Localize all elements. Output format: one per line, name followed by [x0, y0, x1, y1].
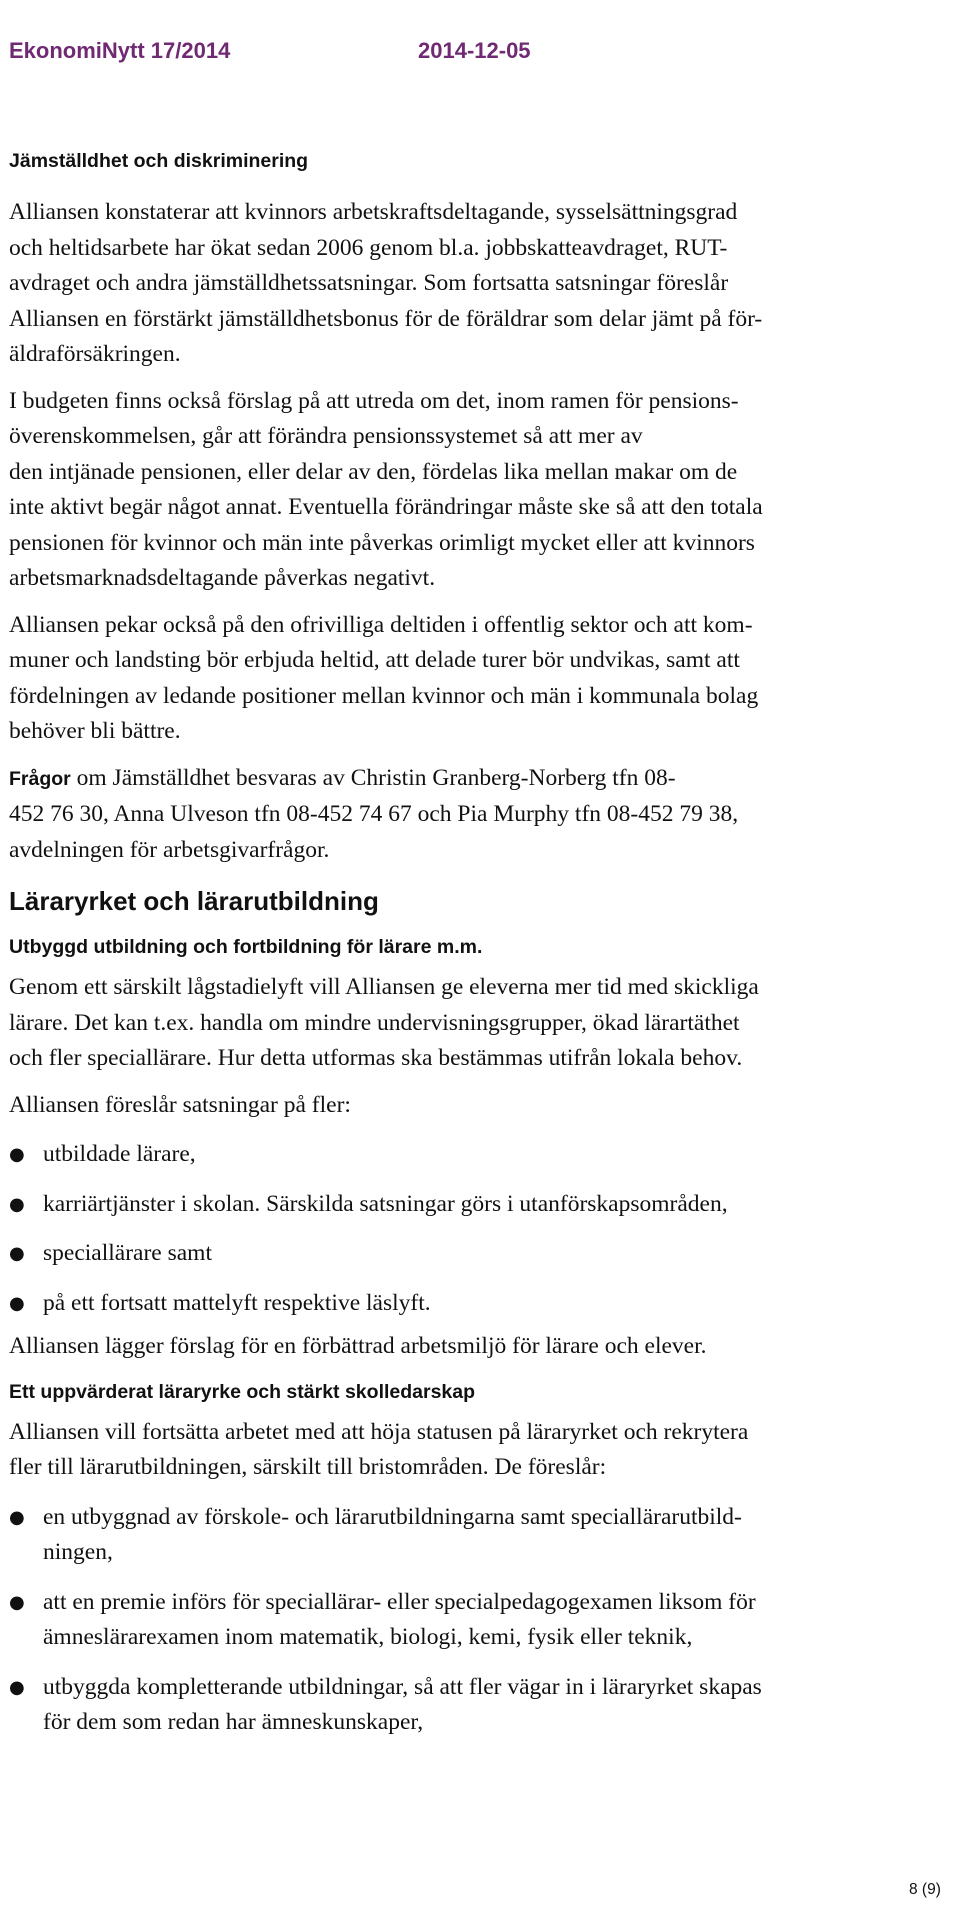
text-line: avdelningen för arbetsgivarfrågor. — [9, 836, 330, 863]
section-heading-lararyrket: Läraryrket och lärarutbildning — [9, 886, 379, 916]
paragraph-jamstalldhet-2 — [9, 384, 939, 597]
paragraph-jamstalldhet-1 — [9, 195, 939, 373]
bullet-text: en utbyggnad av förskole- och lärarutbildningarna samt speciallärarutbild- — [43, 1503, 742, 1530]
bullet-text: för dem som redan har ämneskunskaper, — [43, 1709, 424, 1735]
bullet-text: att en premie införs för speciallärar- eller specialpedagogexamen liksom för — [43, 1588, 756, 1615]
issue-date: 2014-12-05 — [418, 38, 531, 63]
bullet-icon: ● — [9, 1292, 25, 1314]
text-line: den intjänade pensionen, eller delar av den, fördelas lika mellan makar om de — [9, 458, 738, 485]
bullet-item — [9, 1187, 939, 1223]
bullet-icon: ● — [9, 1676, 25, 1698]
text-line: Alliansen pekar också på den ofrivilliga deltiden i offentlig sektor och att kom- — [9, 611, 753, 638]
bullet-icon: ● — [9, 1144, 25, 1165]
section-heading-jamstalldhet: Jämställdhet och diskriminering — [9, 150, 309, 172]
bullet-text: ämneslärarexamen inom matematik, biologi, kemi, fysik eller teknik, — [43, 1624, 693, 1650]
text-line: äldraförsäkringen. — [9, 341, 181, 367]
bullet-text: karriärtjänster i skolan. Särskilda satsningar görs i utanförskapsområden, — [43, 1190, 728, 1217]
paragraph-status-lararyrket — [9, 1415, 939, 1486]
paragraph-jamstalldhet-3 — [9, 608, 939, 750]
subheading-utbyggd-utbildning: Utbyggd utbildning och fortbildning för lärare m.m. — [9, 936, 483, 958]
text-line: inte aktivt begär något annat. Eventuella förändringar måste ske så att den totala — [9, 494, 763, 520]
paragraph-questions — [9, 761, 939, 869]
bullet-item — [9, 1585, 939, 1656]
text-line: Alliansen vill fortsätta arbetet med att höja statusen på läraryrket och rekrytera — [9, 1418, 749, 1445]
bullet-icon: ● — [9, 1591, 25, 1613]
bullet-icon: ● — [9, 1193, 25, 1215]
text-line: Genom ett särskilt lågstadielyft vill Alliansen ge eleverna mer tid med skickliga — [9, 974, 759, 1000]
document-body — [9, 148, 939, 1741]
bullet-item — [9, 1500, 939, 1571]
subheading-uppvarderat-lararyrke: Ett uppvärderat läraryrke och stärkt skolledarskap — [9, 1380, 476, 1403]
bullet-item — [9, 1236, 939, 1272]
page-header — [9, 38, 939, 72]
bullet-icon: ● — [9, 1506, 25, 1528]
paragraph-lagstadielyft — [9, 970, 939, 1077]
bullet-item — [9, 1137, 939, 1173]
text-line: och fler speciallärare. Hur detta utformas ska bestämmas utifrån lokala behov. — [9, 1045, 743, 1071]
page-number: 8 (9) — [909, 1881, 941, 1898]
text-line: Alliansen en förstärkt jämställdhetsbonus för de föräldrar som delar jämt på för- — [9, 305, 763, 332]
questions-text: om Jämställdhet besvaras av Christin Granberg-Norberg tfn 08- — [70, 764, 676, 791]
questions-label: Frågor — [9, 767, 71, 790]
text-line: muner och landsting bör erbjuda heltid, att delade turer bör undvikas, samt att — [9, 647, 740, 673]
text-line: överenskommelsen, går att förändra pensionssystemet så att mer av — [9, 423, 643, 449]
text-line: lärare. Det kan t.ex. handla om mindre undervisningsgrupper, ökad lärartäthet — [9, 1009, 740, 1036]
bullet-item — [9, 1286, 939, 1322]
text-line: 452 76 30, Anna Ulveson tfn 08-452 74 67 och Pia Murphy tfn 08-452 79 38, — [9, 801, 739, 827]
text-line: arbetsmarknadsdeltagande påverkas negativt. — [9, 565, 436, 591]
issue-title: EkonomiNytt 17/2014 — [9, 38, 231, 63]
bullet-text: på ett fortsatt mattelyft respektive läslyft. — [43, 1289, 431, 1316]
bullet-text: utbyggda kompletterande utbildningar, så att fler vägar in i läraryrket skapas — [43, 1673, 762, 1700]
text-line: avdraget och andra jämställdhetssatsningar. Som fortsatta satsningar föreslår — [9, 270, 729, 296]
paragraph-satsningar-intro: Alliansen föreslår satsningar på fler: — [9, 1091, 351, 1118]
text-line: I budgeten finns också förslag på att utreda om det, inom ramen för pensions- — [9, 387, 739, 414]
text-line: behöver bli bättre. — [9, 718, 181, 744]
text-line: Alliansen konstaterar att kvinnors arbetskraftsdeltagande, sysselsättningsgrad — [9, 199, 738, 225]
text-line — [9, 761, 939, 798]
bullet-text: ningen, — [43, 1539, 113, 1565]
text-line: och heltidsarbete har ökat sedan 2006 genom bl.a. jobbskatteavdraget, RUT- — [9, 234, 728, 261]
paragraph-arbetsmiljo: Alliansen lägger förslag för en förbättrad arbetsmiljö för lärare och elever. — [9, 1333, 707, 1359]
bullet-text: speciallärare samt — [43, 1240, 212, 1266]
text-line: fördelningen av ledande positioner mellan kvinnor och män i kommunala bolag — [9, 682, 759, 709]
bullet-icon: ● — [9, 1243, 25, 1264]
text-line: fler till lärarutbildningen, särskilt till bristområden. De föreslår: — [9, 1454, 607, 1480]
text-line: pensionen för kvinnor och män inte påverkas orimligt mycket eller att kvinnors — [9, 529, 755, 556]
bullet-item — [9, 1670, 939, 1741]
bullet-text: utbildade lärare, — [43, 1141, 196, 1167]
